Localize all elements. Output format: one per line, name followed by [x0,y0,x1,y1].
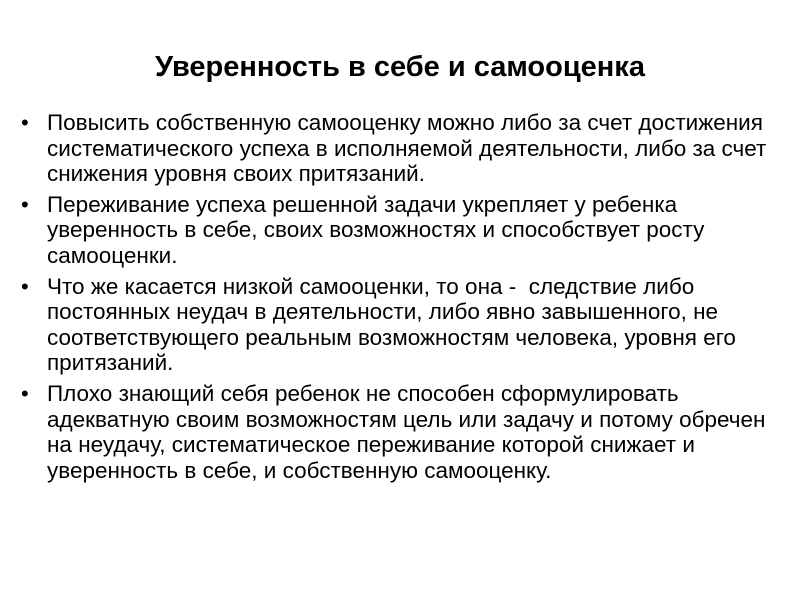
bullet-item-3 [20,274,785,376]
slide-title: Уверенность в себе и самооценка [155,51,645,83]
bullet-text-2: Переживание успеха решенной задачи укрепляет у ребенка уверенность в себе, своих возможностях и способствует росту самооценки. [47,191,705,268]
bullet-icon: • [21,380,29,406]
bullet-icon: • [21,191,29,217]
bullet-list [20,110,785,488]
bullet-icon: • [21,273,29,299]
bullet-item-1 [20,110,785,187]
bullet-item-4 [20,381,785,483]
bullet-text-4: Плохо знающий себя ребенок не способен сформулировать адекватную своим возможностям цель или задачу и потому обречен на неудачу, систематическое переживание которой снижает и уверенность в себе, и собственную самооценку. [47,380,766,483]
bullet-text-3: Что же касается низкой самооценки, то она - следствие либо постоянных неудач в деятельности, либо явно завышенного, не соответствующего реальным возможностям человека, уровня его притязаний. [47,273,743,376]
bullet-icon: • [21,110,29,135]
bullet-item-2 [20,192,785,269]
bullet-text-1: Повысить собственную самооценку можно либо за счет достижения систематического успеха в исполняемой деятельности, либо за счет снижения уровня своих притязаний. [47,110,767,187]
